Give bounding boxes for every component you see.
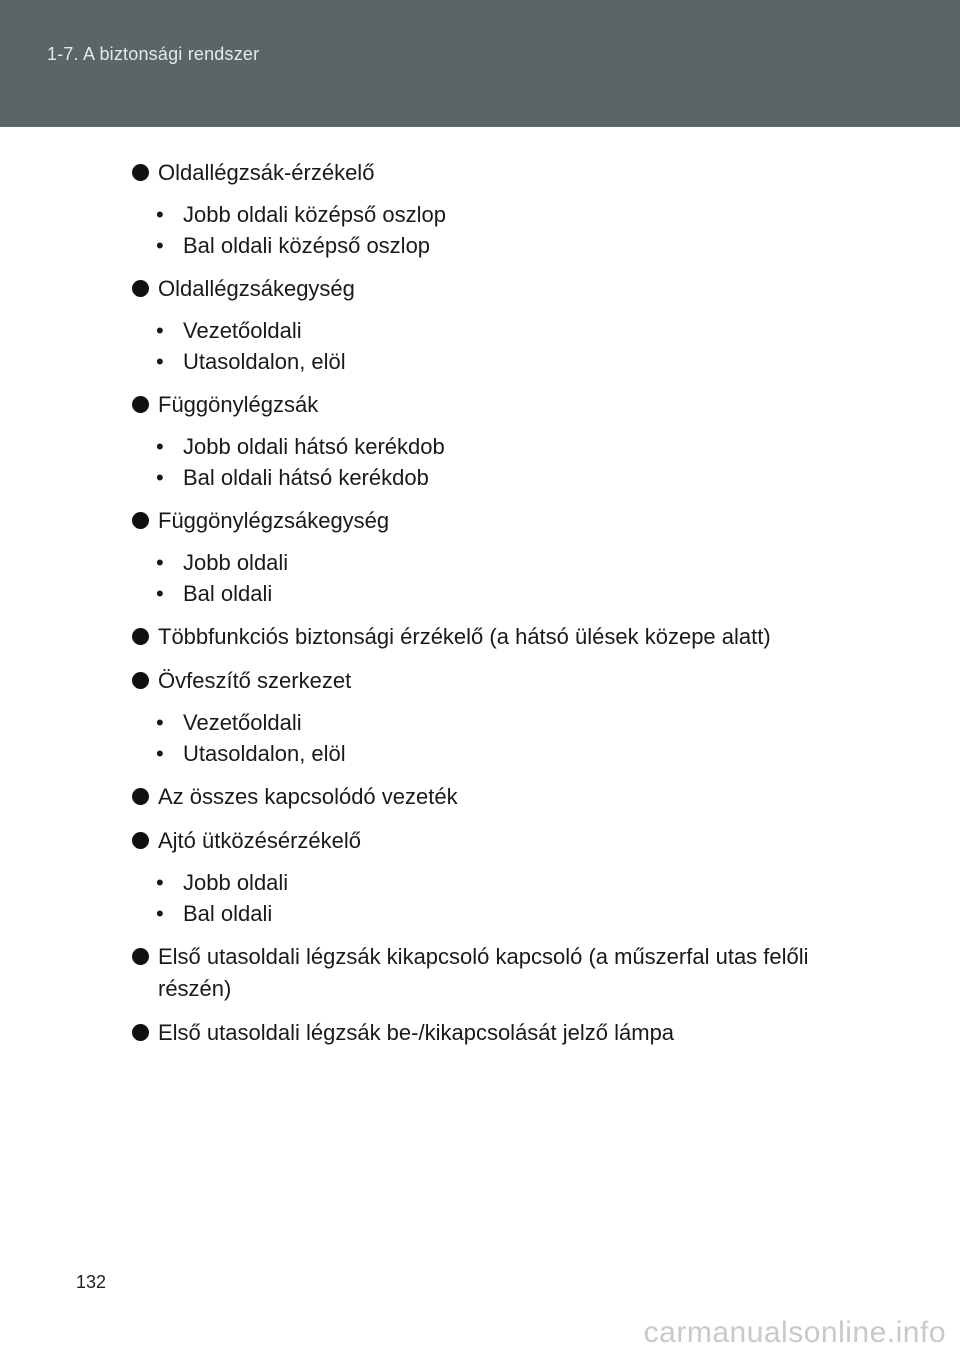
bullet-icon	[132, 672, 149, 689]
page-header	[0, 0, 960, 127]
sub-list-item	[156, 431, 872, 462]
bullet-icon	[132, 1024, 149, 1041]
list-item-row	[132, 665, 872, 697]
sub-list-item-label: Jobb oldali hátsó kerékdob	[183, 434, 445, 459]
sub-list	[156, 315, 872, 377]
list-item-label: Függönylégzsákegység	[158, 508, 390, 533]
bullet-icon	[132, 948, 149, 965]
sub-list-item-label: Jobb oldali	[183, 870, 289, 895]
list-item	[132, 505, 872, 609]
sub-bullet-icon: •	[156, 202, 164, 227]
sub-list-item-label: Bal oldali	[183, 581, 273, 606]
list-item	[132, 389, 872, 493]
sub-list-item	[156, 547, 872, 578]
content-list	[132, 157, 872, 1061]
sub-list-item	[156, 346, 872, 377]
list-item-label: Ajtó ütközésérzékelő	[158, 828, 361, 853]
sub-list-item	[156, 230, 872, 261]
sub-list-item	[156, 738, 872, 769]
sub-bullet-icon: •	[156, 741, 164, 766]
sub-bullet-icon: •	[156, 581, 164, 606]
list-item-row	[132, 825, 872, 857]
list-item-row	[132, 273, 872, 305]
sub-bullet-icon: •	[156, 318, 164, 343]
list-item-row	[132, 389, 872, 421]
sub-list-item	[156, 578, 872, 609]
list-item-row	[132, 781, 872, 813]
sub-list	[156, 431, 872, 493]
bullet-icon	[132, 832, 149, 849]
sub-list	[156, 867, 872, 929]
list-item-label: Az összes kapcsolódó vezeték	[158, 784, 458, 809]
list-item-label: Első utasoldali légzsák kikapcsoló kapcsoló (a műszerfal utas felőli részén)	[158, 944, 809, 1001]
sub-list-item-label: Jobb oldali	[183, 550, 289, 575]
sub-list-item-label: Bal oldali	[183, 901, 273, 926]
list-item	[132, 781, 872, 813]
sub-list-item-label: Vezetőoldali	[183, 318, 302, 343]
section-title: 1-7. A biztonsági rendszer	[47, 44, 260, 64]
watermark: carmanualsonline.info	[643, 1316, 946, 1349]
list-item-row	[132, 157, 872, 189]
bullet-icon	[132, 512, 149, 529]
sub-bullet-icon: •	[156, 710, 164, 735]
sub-list	[156, 199, 872, 261]
sub-bullet-icon: •	[156, 349, 164, 374]
sub-bullet-icon: •	[156, 901, 164, 926]
sub-list	[156, 547, 872, 609]
sub-bullet-icon: •	[156, 870, 164, 895]
sub-list-item-label: Bal oldali hátsó kerékdob	[183, 465, 429, 490]
list-item-row	[132, 505, 872, 537]
bullet-icon	[132, 164, 149, 181]
list-item-row	[132, 1017, 872, 1049]
list-item-label: Többfunkciós biztonsági érzékelő (a hátsó ülések közepe alatt)	[158, 624, 771, 649]
bullet-icon	[132, 628, 149, 645]
list-item-label: Első utasoldali légzsák be-/kikapcsolását jelző lámpa	[158, 1020, 675, 1045]
sub-bullet-icon: •	[156, 550, 164, 575]
list-item-row	[132, 621, 872, 653]
list-item	[132, 157, 872, 261]
sub-list-item-label: Bal oldali középső oszlop	[183, 233, 431, 258]
list-item-label: Oldallégzsák-érzékelő	[158, 160, 375, 185]
sub-list-item	[156, 867, 872, 898]
sub-bullet-icon: •	[156, 233, 164, 258]
list-item-label: Övfeszítő szerkezet	[158, 668, 352, 693]
list-item	[132, 665, 872, 769]
sub-bullet-icon: •	[156, 465, 164, 490]
list-item-label: Függönylégzsák	[158, 392, 319, 417]
list-item-label: Oldallégzsákegység	[158, 276, 355, 301]
list-item	[132, 825, 872, 929]
bullet-icon	[132, 280, 149, 297]
page-number: 132	[76, 1272, 107, 1292]
sub-list	[156, 707, 872, 769]
list-item	[132, 273, 872, 377]
sub-list-item	[156, 315, 872, 346]
sub-list-item	[156, 898, 872, 929]
list-item	[132, 1017, 872, 1049]
sub-list-item-label: Vezetőoldali	[183, 710, 302, 735]
sub-list-item-label: Utasoldalon, elöl	[183, 349, 346, 374]
sub-list-item-label: Utasoldalon, elöl	[183, 741, 346, 766]
sub-bullet-icon: •	[156, 434, 164, 459]
list-item	[132, 941, 872, 1005]
sub-list-item	[156, 199, 872, 230]
bullet-icon	[132, 788, 149, 805]
list-item	[132, 621, 872, 653]
sub-list-item	[156, 707, 872, 738]
sub-list-item-label: Jobb oldali középső oszlop	[183, 202, 446, 227]
list-item-row	[132, 941, 872, 1005]
sub-list-item	[156, 462, 872, 493]
bullet-icon	[132, 396, 149, 413]
